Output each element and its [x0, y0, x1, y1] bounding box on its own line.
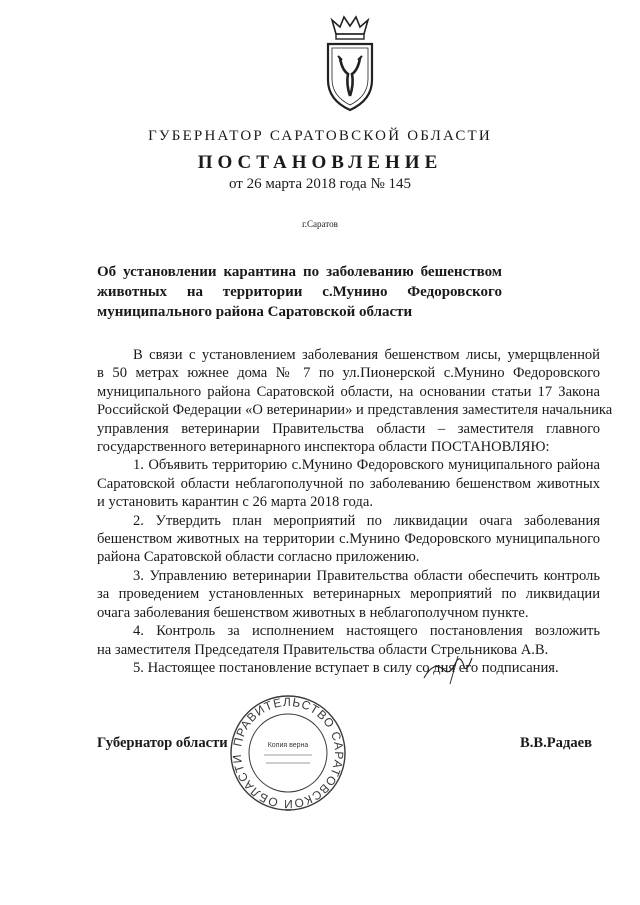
document-date-number: от 26 марта 2018 года № 145	[228, 176, 412, 192]
body-line: управления ветеринарии Правительства области – заместителя главного	[97, 420, 600, 437]
body-line: 1. Объявить территорию с.Мунино Федоровского муниципального района	[133, 457, 600, 474]
document-city: г.Саратов	[302, 219, 338, 229]
body-line: государственного ветеринарного инспектора области ПОСТАНОВЛЯЮ:	[97, 439, 550, 456]
title-line: муниципального района Саратовской области	[97, 304, 413, 320]
issuing-authority: ГУБЕРНАТОР САРАТОВСКОЙ ОБЛАСТИ	[148, 128, 492, 144]
body-line: 4. Контроль за исполнением настоящего постановления возложить	[133, 623, 600, 640]
body-line: в 50 метрах южнее дома № 7 по ул.Пионерской с.Мунино Федоровского	[97, 365, 600, 382]
official-seal	[228, 693, 348, 813]
body-line: 2. Утвердить план мероприятий по ликвидации очага заболевания	[133, 512, 600, 529]
body-line: и установить карантин с 26 марта 2018 года.	[97, 494, 373, 511]
signatory-role: Губернатор области	[97, 735, 228, 751]
body-line: муниципального района Саратовской области, на основании статьи 17 Закона	[97, 383, 600, 400]
svg-text:ПРАВИТЕЛЬСТВО САРАТОВСКОЙ ОБЛА: ПРАВИТЕЛЬСТВО САРАТОВСКОЙ ОБЛАСТИ	[229, 694, 347, 812]
body-line: 3. Управлению ветеринарии Правительства области обеспечить контроль	[133, 567, 600, 584]
svg-text:Копия верна: Копия верна	[267, 742, 309, 749]
body-line: за проведением установленных ветеринарных мероприятий по ликвидации	[97, 586, 600, 603]
title-line: Об установлении карантина по заболеванию бешенством	[97, 264, 502, 280]
body-line: В связи с установлением заболевания бешенством лисы, умерщвленной	[133, 347, 600, 363]
body-line: очага заболевания бешенством животных в неблагополучном пункте.	[97, 604, 529, 621]
body-line: района Саратовской области согласно приложению.	[97, 549, 420, 566]
coat-of-arms-emblem	[318, 14, 382, 114]
body-line: 5. Настоящее постановление вступает в силу со дня его подписания.	[133, 659, 559, 676]
document-type: ПОСТАНОВЛЕНИЕ	[197, 152, 443, 173]
body-line: бешенством животных на территории с.Мунино Федоровского муниципального	[97, 531, 600, 548]
title-line: животных на территории с.Мунино Федоровского	[97, 284, 502, 300]
handwritten-signature	[420, 648, 480, 688]
body-line: на заместителя Председателя Правительства области Стрельникова А.В.	[97, 641, 549, 658]
document-title	[97, 262, 502, 322]
body-line: Саратовской области неблагополучной по заболеванию бешенством животных	[97, 475, 600, 492]
body-line: Российской Федерации «О ветеринарии» и представления заместителя начальника	[97, 402, 613, 419]
document-body	[97, 346, 613, 677]
signatory-name: В.В.Радаев	[520, 735, 593, 751]
